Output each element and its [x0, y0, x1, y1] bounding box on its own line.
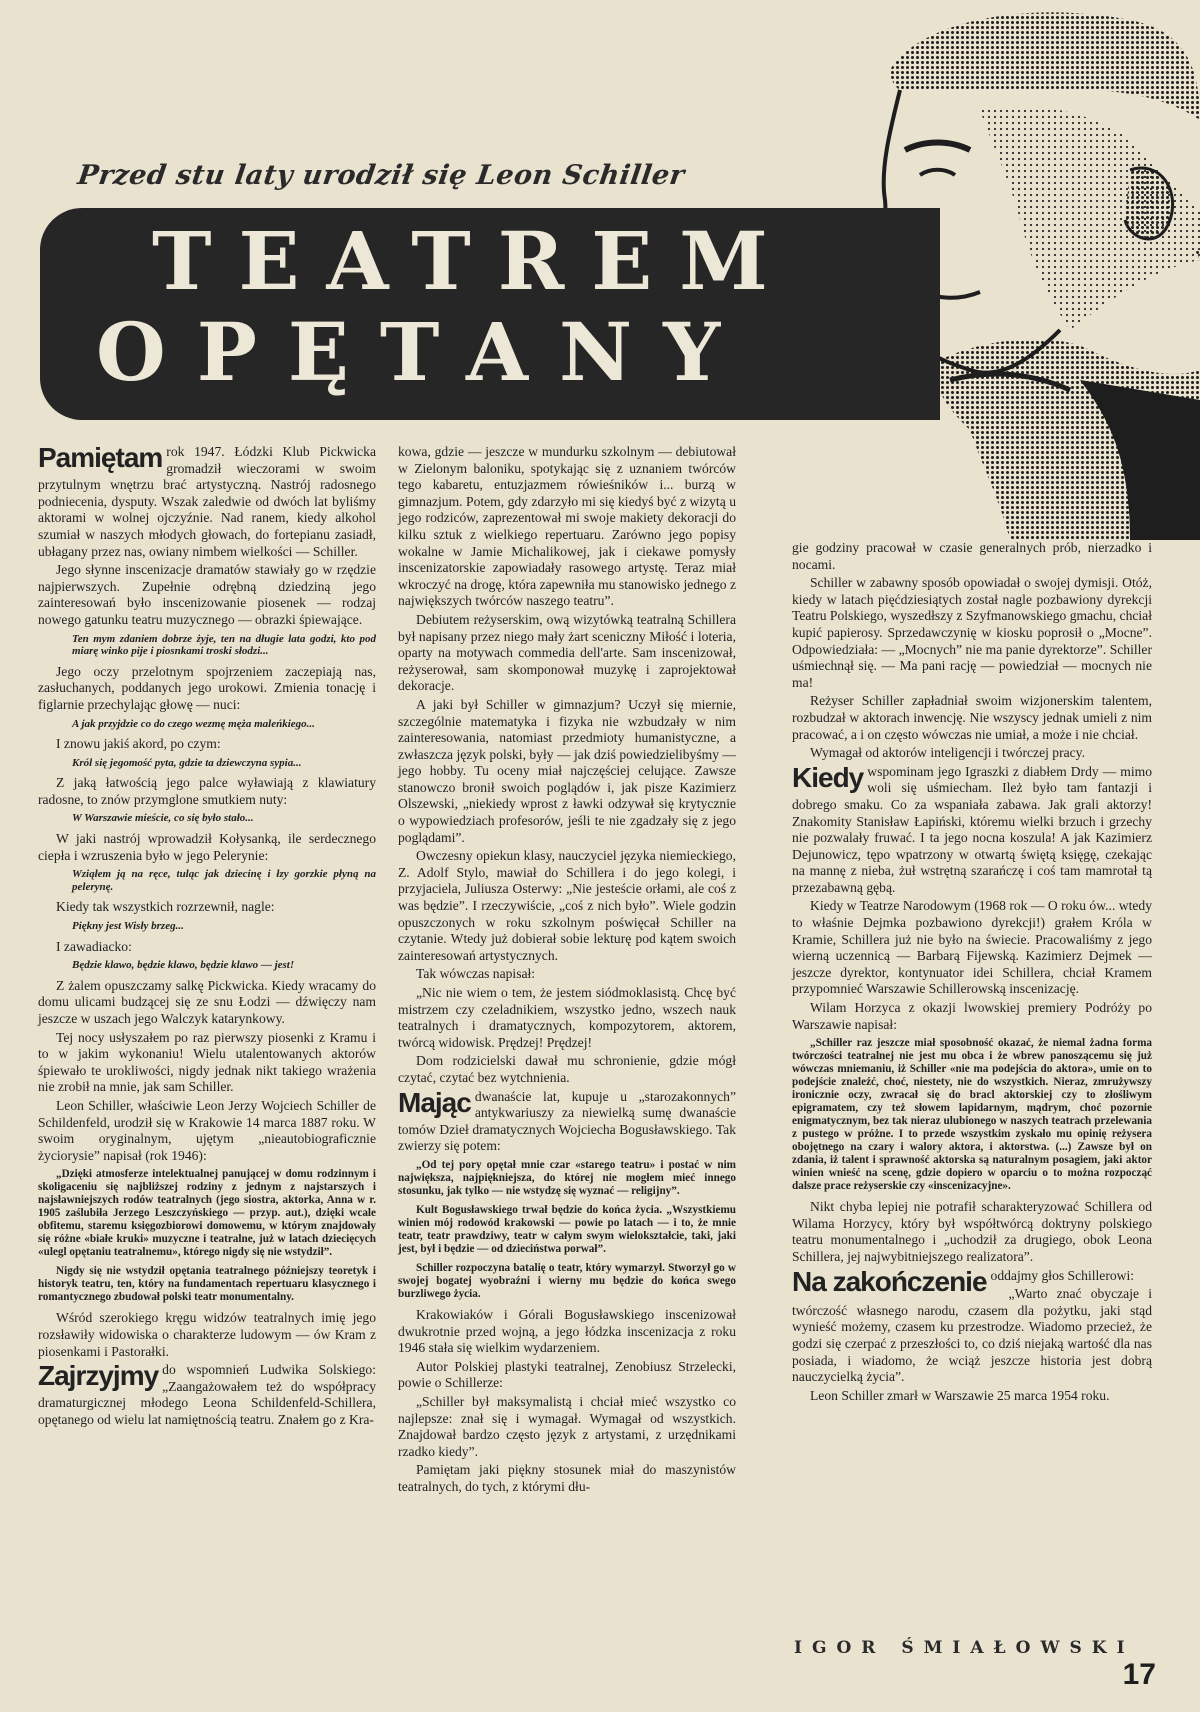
paragraph: kowa, gdzie — jeszcze w mundurku szkolnym — debiutował w Zielonym baloniku, spotykając się z uznaniem twórców tego kabaretu, entuzjazmem rówieśników i... burzą w gimnazjum. Potem, gdy zdarzyło mi się kiedyś być z wizytą u jego rodziców, zaprezentował mi swoje makiety dekoracji do kilku sztuk z wielkiego repertuaru. Zarówno jego popisy wokalne w Jamie Michalikowej, jak i ciekawe pomysły inscenizatorskie zapowiadały rasowego artystę. Teraz miał wkroczyć na drogę, która zapewniła mu stanowisko jednego z największych twórców naszego teatru”.	[398, 444, 736, 609]
paragraph: Jego oczy przelotnym spojrzeniem zaczepiają nas, zasłuchanych, poddanych jego urokowi. Zmienia tonację i figlarnie przechylając głowę — nuci:	[38, 663, 376, 712]
song-verse: A jak przyjdzie co do czego wezmę męża maleńkiego...	[72, 717, 315, 730]
song-verse: Król się jegomość pyta, gdzie ta dziewczyna sypia...	[72, 756, 302, 769]
paragraph: Owczesny opiekun klasy, nauczyciel języka niemieckiego, Z. Adolf Stylo, mawiał do Schillera i do jego kolegi, i przyjaciela, Juliusza Osterwy: „Nie jesteście orłami, ale coś z was będzie”. I rzeczywiście, „coś z nich było”. Wiele godzin opuszczonych w roku szkolnym poświęcał Schiller na czytanie. Wtedy już dobierał sobie lekturę pod kątem swoich zainteresowań artystycznych.	[398, 848, 736, 963]
page-number: 17	[1122, 1658, 1156, 1691]
paragraph: wspominam jego Igraszki z diabłem Drdy — mimo woli się uśmiecham. Ileż było tam fantazji i dobrego smaku. Co za wspaniała zabawa. Jak grali aktorzy! Znakomity Stanisław Łapiński, któremu wielki brzuch i grzechy nie pozwalały fruwać. I ta jego nocna koszula! A jak Kazimierz Dejunowicz, tępo wpatrzony w otwartą świętą księgę, czekając na mannę z nieba, żuł wstrętną szarańczę i coś tam mamrotał tą przezabawną gębą.	[792, 763, 1152, 895]
paragraph: „Warto znać obyczaje i twórczość własnego narodu, czasem dla pożytku, jaki stąd wynieść możemy, czasem ku przestrodze. Wiadomo przecież, że godzi się czerpać z przeszłości to, co dziś niejaką wartość dla nas posiada, i wiadomo, że wciąż jeszcze historia jest dobrą nauczycielką życia”.	[792, 1286, 1152, 1385]
lead-word: Na zakończenie	[792, 1265, 987, 1297]
paragraph: W jaki nastrój wprowadził Kołysanką, ile serdecznego ciepła i wzruszenia było w jego Pelerynie:	[38, 831, 376, 863]
song-verse: Będzie klawo, będzie klawo, będzie klawo — jest!	[72, 959, 295, 972]
lead-word: Kiedy	[792, 761, 864, 793]
paragraph: Dom rodzicielski dawał mu schronienie, gdzie mógł czytać, czytać bez wytchnienia.	[398, 1053, 736, 1085]
paragraph: dwanaście lat, kupuje u „starozakonnych” antykwariuszy za niewielką sumę dwanaście tomów Dzieł dramatycznych Wojciecha Bogusławskiego. Tak zwierzy się potem:	[398, 1088, 736, 1154]
paragraph: Pamiętam jaki piękny stosunek miał do maszynistów teatralnych, do tych, z którymi dłu-	[398, 1462, 736, 1494]
quotation: „Schiller raz jeszcze miał sposobność okazać, że niemal żadna forma twórczości teatralnej nie jest mu obca i że wbrew panoszącemu się już wówczas mniemaniu, iż Schiller «nie ma podejścia do aktora», umie on to podejście znaleźć, choć, niestety, nie do wszystkich. Nieraz, zmrużywszy ironicznie oczy, zwracał się do bracl aktorskiej czy to złośliwym epigramatem, czy też słowem lapidarnym, mądrym, choć pozornie enigmatycznym, bez tak nieraz ulubionego w naszych teatrach przelewania z pustego w próżne. I to przede wszystkim zyskało mu opinię reżysera obojętnego na czary i walory aktora, i aktorstwa. (...) Zawsze był on zdania, iż talent i sprawność aktorska są naturalnym posagiem, jaki aktor winien wnieść na scenę, gdzie dopiero w oparciu o to można rozpocząć dalsze prace reżyserskie czy «inscenizacyjne».	[792, 1037, 1152, 1193]
paragraph: I znowu jakiś akord, po czym:	[56, 736, 221, 752]
paragraph: Wilam Horzyca z okazji lwowskiej premiery Podróży po Warszawie napisał:	[792, 1000, 1152, 1032]
paragraph: Krakowiaków i Górali Bogusławskiego inscenizował dwukrotnie przed wojną, a jego łódzka inscenizacja z roku 1946 stała się wielkim wydarzeniem.	[398, 1306, 736, 1356]
paragraph: Z żalem opuszczamy salkę Pickwicka. Kiedy wracamy do domu ulicami budzącej się ze snu Łodzi — dźwięczy nam jeszcze w uszach jego Walczyk katarynkowy.	[38, 977, 376, 1026]
paragraph: Tak wówczas napisał:	[416, 966, 536, 982]
paragraph: do wspomnień Ludwika Solskiego: „Zaangażowałem też do współpracy dramaturgicznej młodego Leona Schildenfeld-Schillera, opętanego od wielu lat namiętnością teatru. Znałem go z Kra-	[38, 1362, 376, 1427]
title-line-2: OPĘTANY	[96, 305, 752, 399]
paragraph: gie godziny pracował w czasie generalnych prób, nierzadko i nocami.	[792, 540, 1152, 572]
paragraph: Nikt chyba lepiej nie potrafił scharakteryzować Schillera od Wilama Horzycy, który był współtwórcą doktryny polskiego teatru monumentalnego i „uchodził za drugiego, obok Leona Schillera, jej najwybitniejszego realizatora”.	[792, 1199, 1152, 1264]
song-verse: Ten mym zdaniem dobrze żyje, ten na długie lata godzi, kto pod miarę winko pije i piosnkami troski słodzi...	[72, 632, 376, 658]
paragraph: Wśród szerokiego kręgu widzów teatralnych imię jego rozsławiły widowiska o charakterze ludowym — ów Kram z piosenkami i Pastorałki.	[38, 1310, 376, 1359]
lead-word: Pamiętam	[38, 442, 163, 473]
paragraph: Kiedy tak wszystkich rozrzewnił, nagle:	[56, 899, 275, 915]
lead-word: Zajrzyjmy	[38, 1360, 159, 1392]
quotation: Schiller rozpoczyna batalię o teatr, który wymarzył. Stworzył go w swojej bogatej wyobraźni i wierny mu będzie do końca swego burzliwego życia.	[398, 1261, 736, 1300]
article-column-3	[792, 540, 1152, 1406]
paragraph: A jaki był Schiller w gimnazjum? Uczył się miernie, szczególnie matematyka i fizyka nie wzbudzały w nim zainteresowania, natomiast przedmioty humanistyczne, a zwłaszcza język polski, były — jak dziś powiedzielibyśmy — jego hobby. Tu oceny miał najczęściej celujące. Zawsze stanowczo bronił swoich poglądów i, jak pisze Kazimierz Olszewski, „niekiedy wprost z ławki odzywał się krytycznie o wypowiedziach profesorów, jeśli te nie zgadzały się z jego poglądami”.	[398, 696, 736, 845]
song-verse: W Warszawie mieście, co się było stało...	[72, 812, 254, 825]
article-column-2	[398, 444, 736, 1497]
author-signature: IGOR ŚMIAŁOWSKI	[794, 1638, 1135, 1658]
paragraph: Debiutem reżyserskim, ową wizytówką teatralną Schillera był napisany przez niego mały żart sceniczny Miłość i loteria, oparty na motywach commedia dell'arte. Sam inscenizował, reżyserował, sam skomponował muzykę i zaprojektował dekoracje.	[398, 611, 736, 694]
quotation: Kult Bogusławskiego trwał będzie do końca życia. „Wszystkiemu winien mój rodowód krakowski — powie po latach — i to, że mnie teatr, teatr prawdziwy, teatr w całym swym wielokształcie, taki, jaki jest, był i będzie — od dzieciństwa porwał”.	[398, 1203, 736, 1255]
paragraph: Leon Schiller, właściwie Leon Jerzy Wojciech Schiller de Schildenfeld, urodził się w Krakowie 14 marca 1887 roku. W swoim oryginalnym, ujętym „nieautobiograficznie życiorysie” napisał (rok 1946):	[38, 1097, 376, 1163]
quotation: „Dzięki atmosferze intelektualnej panującej w domu rodzinnym i skoligaceniu się najbliższej rodziny z jednym z najstarszych i najsławniejszych rodów teatralnych (jego siostra, aktorka, Anna w r. 1905 zaślubiła Jerzego Leszczyńskiego — przyp. aut.), dzięki wcale obfitemu, staremu księgozbiorowi domowemu, w którym znajdowały się różne «białe kruki» muzyczne i teatralne, już w latach dziecięcych «ulegl opętaniu teatralnemu», którego nigdy się nie wstydził”.	[38, 1168, 376, 1259]
kicker-headline: Przed stu laty urodził się Leon Schiller	[75, 160, 687, 191]
paragraph: Schiller w zabawny sposób opowiadał o swojej dymisji. Otóż, kiedy w latach pięćdziesiątych został nagle pozbawiony dyrekcji Teatru Polskiego, wyszedłszy z Szyfmanowskiego gmachu, chciał kupić papierosy. Sprzedawczynię w kiosku poprosił o „Mocne”. Odpowiedziała: — „Mocnych” nie ma panie dyrektorze”. Schiller uśmiechnął się. — Ma pani rację — powiedział — mocnych nie ma!	[792, 575, 1152, 690]
paragraph: Leon Schiller zmarł w Warszawie 25 marca 1954 roku.	[810, 1387, 1110, 1403]
paragraph: „Schiller był maksymalistą i chciał mieć wszystko co najlepsze: znał się i wymagał. Wymagał od wszystkich. Znajdował bardzo często język z artystami, z urzędnikami rzadko kiedy”.	[398, 1393, 736, 1459]
song-verse: Piękny jest Wisły brzeg...	[72, 920, 184, 933]
quotation: „Od tej pory opętał mnie czar «starego teatru» i postać w nim największa, najpiękniejsza, do której nie mogłem mieć innego stosunku, jak tylko — nie wstydzę się wyznać — religijny”.	[398, 1158, 736, 1197]
paragraph: Jego słynne inscenizacje dramatów stawiały go w rzędzie najpierwszych. Zupełnie odrębną dziedziną jego zainteresowań było inscenizowanie piosenek — rodzaj nowego gatunku teatru muzycznego — obrazki śpiewające.	[38, 562, 376, 627]
song-verse: Wziąłem ją na ręce, tuląc jak dziecinę i łzy gorzkie płyną na pelerynę.	[72, 868, 376, 893]
paragraph: „Nic nie wiem o tem, że jestem siódmoklasistą. Chcę być mistrzem czy czeladnikiem, wszystko jedno, wszech nauk teatralnych i dramatycznych, kompozytorem, aktorem, twórcą widowisk. Prędzej! Prędzej!	[398, 985, 736, 1050]
paragraph: Wymagał od aktorów inteligencji i twórczej pracy.	[810, 745, 1085, 761]
lead-word: Mając	[398, 1086, 471, 1118]
paragraph: Autor Polskiej plastyki teatralnej, Zenobiusz Strzelecki, powie o Schillerze:	[398, 1358, 736, 1391]
paragraph: oddajmy głos Schillerowi:	[990, 1267, 1135, 1283]
title-line-1: TEATREM	[152, 214, 795, 308]
paragraph: I zawadiacko:	[56, 938, 132, 954]
paragraph: rok 1947. Łódzki Klub Pickwicka gromadził wieczorami w swoim przytulnym wnętrzu brać artystyczną. Nastrój radosnego podniecenia, dysputy. Wszak zaledwie od dwóch lat byliśmy aktorami w wolnej ojczyźnie. Nad ranem, kiedy alkohol szumiał w naszych młodych głowach, do fortepianu zasiadł, ubłagany przez nas, owiany nimbem wielkości — Schiller.	[38, 444, 376, 559]
paragraph: Kiedy w Teatrze Narodowym (1968 rok — O roku ów... wtedy to właśnie Dejmka pozbawiono dyrekcji!) grałem Króla w Kramie, Schillera już nie było na świecie. Pracowaliśmy z jego wierną uczennicą — Barbarą Fijewską. Kazimierz Dejmek — jeszcze dyrektor, kontynuator idei Schillera, chciał Kramem przypomnieć Warszawie Schillerowską inscenizację.	[792, 898, 1152, 997]
article-column-1	[38, 444, 376, 1431]
paragraph: Tej nocy usłyszałem po raz pierwszy piosenki z Kramu i to w jakim wykonaniu! Wielu utalentowanych aktorów śpiewało te urokliwości, nigdy jednak nikt takiego wrażenia nie zrobił na mnie, jak sam Schiller.	[38, 1029, 376, 1095]
paragraph: Z jaką łatwością jego palce wyławiają z klawiatury radosne, to znów przymglone smutkiem nuty:	[38, 775, 376, 807]
paragraph: Reżyser Schiller zapładniał swoim wizjonerskim talentem, rozbudzał w aktorach inwencję. Nie wszyscy jednak umieli z nim pracować, a i on często wówczas nie umiał, a może i nie chciał.	[792, 693, 1152, 742]
quotation: Nigdy się nie wstydził opętania teatralnego późniejszy teoretyk i historyk teatru, ten, który na fundamentach repertuaru klasycznego i romantycznego zbudował polski teatr monumentalny.	[38, 1265, 376, 1304]
